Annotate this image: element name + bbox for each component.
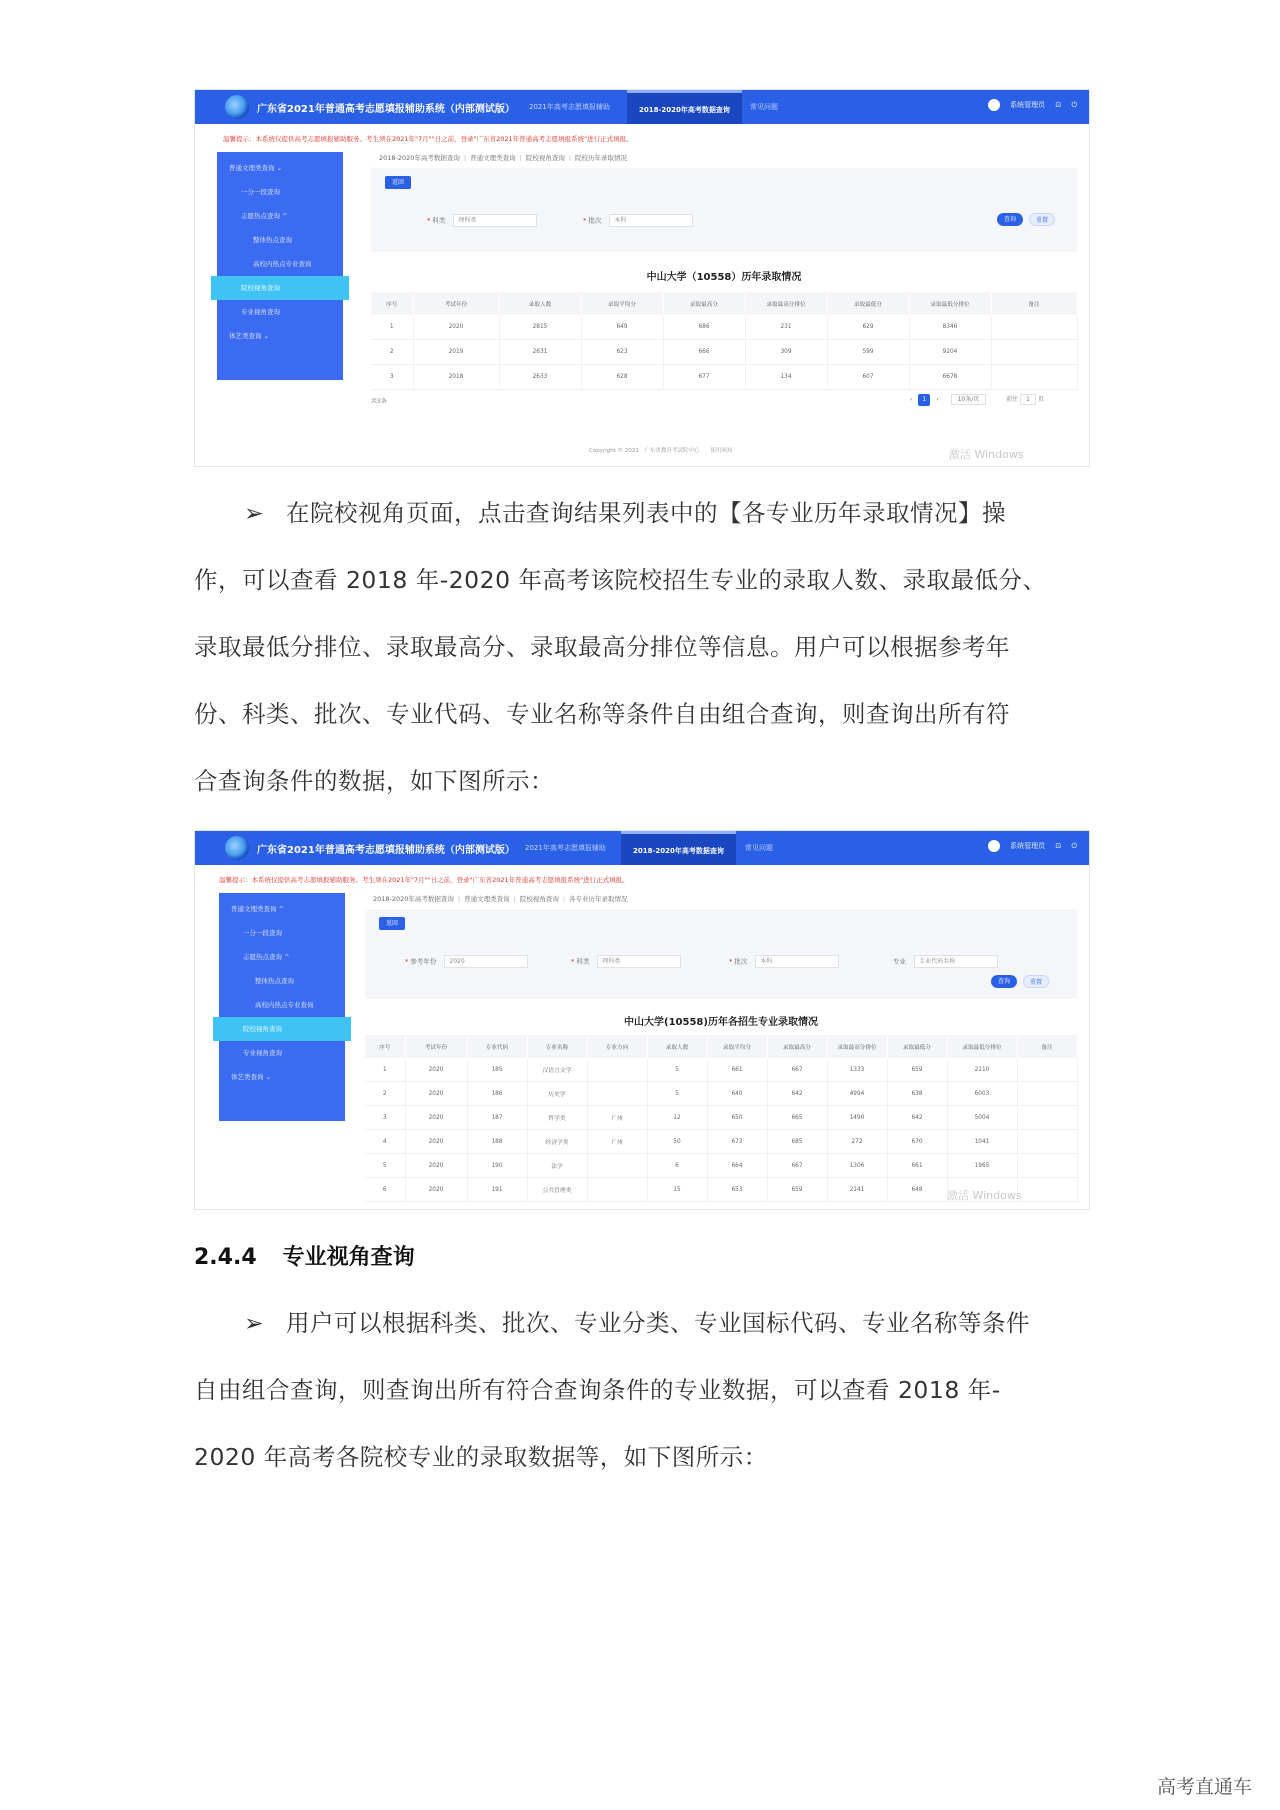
sidebar-item-college-hot-major[interactable]: 高校内热点专业查询 — [255, 1001, 314, 1009]
sidebar — [217, 152, 343, 380]
sidebar-item-hot-query[interactable]: 志愿热点查询 ^ — [243, 953, 290, 961]
pagination — [910, 394, 1044, 406]
reset-button[interactable]: 重置 — [1023, 975, 1049, 988]
table-cell: 2020 — [405, 1130, 467, 1154]
table-cell: 哲学类 — [527, 1106, 587, 1130]
page-number[interactable]: 1 — [918, 394, 930, 406]
nav-tab-apply-assist[interactable]: 2021年高考志愿填报辅助 — [529, 103, 610, 111]
table-row[interactable] — [371, 315, 1077, 340]
major-input[interactable]: 专业代码名称 — [914, 955, 998, 968]
table-cell: 638 — [887, 1082, 947, 1106]
table-cell: 经济学类 — [527, 1130, 587, 1154]
table-cell: 1 — [371, 315, 413, 340]
table-cell — [1017, 1178, 1077, 1202]
table-cell: 8346 — [909, 315, 991, 340]
table-cell — [587, 1154, 647, 1178]
table-cell — [991, 315, 1077, 340]
query-button[interactable]: 查询 — [997, 213, 1023, 226]
table-cell: 186 — [467, 1082, 527, 1106]
breadcrumb: 2018-2020年高考数据查询 | 普通文理类查询 | 院校视角查询 | 各专业历年录取情况 — [373, 895, 628, 903]
arrow-bullet-icon: ➢ — [244, 1309, 265, 1337]
para-line-text: 在院校视角页面，点击查询结果列表中的【各专业历年录取情况】操 — [286, 499, 1006, 527]
logo-icon — [225, 95, 249, 119]
breadcrumb-item[interactable]: 普通文理类查询 — [464, 895, 510, 903]
table-cell: 677 — [663, 365, 745, 390]
field-label: 科类 — [576, 957, 590, 966]
sidebar-item-college-hot-major[interactable]: 高校内热点专业查询 — [253, 260, 312, 268]
table-cell: 272 — [827, 1130, 887, 1154]
nav-tab-data-query[interactable]: 2018-2020年高考数据查询 — [621, 831, 736, 865]
table-cell — [1017, 1058, 1077, 1082]
field-label: 参考年份 — [410, 957, 437, 966]
table-cell: 187 — [467, 1106, 527, 1130]
breadcrumb-item: 各专业历年录取情况 — [569, 895, 628, 903]
table-cell: 2631 — [499, 340, 581, 365]
batch-select[interactable]: 本科 — [755, 955, 839, 968]
table-row[interactable] — [365, 1130, 1077, 1154]
power-icon[interactable]: ⏻ — [1071, 842, 1077, 850]
breadcrumb-item[interactable]: 院校视角查询 — [525, 154, 565, 162]
para-line: 2020 年高考各院校专业的录取数据等，如下图所示： — [194, 1443, 768, 1471]
para-line: 自由组合查询，则查询出所有符合查询条件的专业数据，可以查看 2018 年- — [194, 1376, 1001, 1404]
sidebar-item-major-view[interactable]: 专业视角查询 — [241, 308, 280, 316]
breadcrumb-item[interactable]: 2018-2020年高考数据查询 — [379, 154, 460, 162]
goto-input[interactable]: 1 — [1020, 394, 1036, 405]
user-area — [980, 99, 1077, 111]
table-cell: 661 — [887, 1154, 947, 1178]
para-line: 作，可以查看 2018 年-2020 年高考该院校招生专业的录取人数、录取最低分、 — [194, 566, 1047, 594]
breadcrumb-item[interactable]: 普通文理类查询 — [470, 154, 516, 162]
column-header: 专业名称 — [527, 1035, 587, 1058]
table-row[interactable] — [365, 1082, 1077, 1106]
column-header: 录取最高分排位 — [745, 292, 827, 315]
table-cell: 667 — [767, 1154, 827, 1178]
table-row[interactable] — [371, 365, 1077, 390]
table-cell: 648 — [887, 1178, 947, 1202]
table-row[interactable] — [365, 1154, 1077, 1178]
table-header-row — [371, 292, 1077, 315]
subject-select[interactable]: 理科类 — [453, 214, 537, 227]
column-header: 录取人数 — [499, 292, 581, 315]
body-paragraph-1 — [194, 480, 1094, 815]
table-cell: 2020 — [413, 315, 499, 340]
table-cell: 6 — [365, 1178, 405, 1202]
breadcrumb-item: 院校历年录取情况 — [575, 154, 628, 162]
table-cell: 673 — [707, 1130, 767, 1154]
table-row[interactable] — [371, 340, 1077, 365]
table-cell: 640 — [707, 1082, 767, 1106]
year-select[interactable]: 2020 — [444, 955, 528, 968]
table-cell: 664 — [707, 1154, 767, 1178]
table-cell: 6678 — [909, 365, 991, 390]
sidebar-item-score-segment[interactable]: 一分一段查询 — [243, 929, 282, 937]
query-button[interactable]: 查询 — [991, 975, 1017, 988]
filter-panel — [365, 909, 1077, 999]
corner-watermark-text: 高考直通车 — [1156, 1776, 1252, 1798]
table-cell: 1965 — [947, 1154, 1017, 1178]
column-header: 录取最低分排位 — [909, 292, 991, 315]
table-cell: 2141 — [827, 1178, 887, 1202]
table-cell: 50 — [647, 1130, 707, 1154]
table-cell: 15 — [647, 1178, 707, 1202]
back-button[interactable]: 返回 — [385, 176, 411, 189]
column-header: 录取最低分排位 — [947, 1035, 1017, 1058]
column-header: 录取最低分 — [827, 292, 909, 315]
table-cell: 665 — [767, 1106, 827, 1130]
filter-panel — [371, 168, 1077, 252]
table-cell: 12 — [647, 1106, 707, 1130]
table-cell: 1490 — [827, 1106, 887, 1130]
table-cell — [587, 1082, 647, 1106]
avatar-icon — [988, 840, 1000, 852]
table-cell: 188 — [467, 1130, 527, 1154]
table-cell: 670 — [887, 1130, 947, 1154]
table-cell: 191 — [467, 1178, 527, 1202]
table-cell — [587, 1058, 647, 1082]
nav-tab-apply-assist[interactable]: 2021年高考志愿填报辅助 — [525, 844, 606, 852]
para-line — [194, 480, 1094, 547]
field-label: 批次 — [734, 957, 748, 966]
table-cell: 659 — [887, 1058, 947, 1082]
sidebar-item-overall-hot[interactable]: 整体热点查询 — [253, 236, 292, 244]
sidebar-item-major-view[interactable]: 专业视角查询 — [243, 1049, 282, 1057]
table-cell: 公共管理类 — [527, 1178, 587, 1202]
table-cell — [1017, 1082, 1077, 1106]
table-cell — [991, 340, 1077, 365]
column-header: 录取人数 — [647, 1035, 707, 1058]
para-line: 录取最低分排位、录取最高分、录取最高分排位等信息。用户可以根据参考年 — [194, 633, 1010, 661]
table-cell: 686 — [663, 315, 745, 340]
section-title: 专业视角查询 — [282, 1245, 415, 1270]
breadcrumb-item[interactable]: 院校视角查询 — [519, 895, 559, 903]
logo-icon — [225, 836, 249, 860]
nav-tab-faq[interactable]: 常见问题 — [745, 844, 773, 852]
column-header: 备注 — [1017, 1035, 1077, 1058]
table-cell: 2815 — [499, 315, 581, 340]
lock-icon[interactable]: ⊡ — [1055, 842, 1062, 850]
user-name[interactable]: 系统管理员 — [1010, 842, 1046, 850]
section-heading — [194, 1240, 415, 1271]
table-cell: 6 — [647, 1154, 707, 1178]
column-header: 录取平均分 — [707, 1035, 767, 1058]
table-cell: 1041 — [947, 1130, 1017, 1154]
field-subject: * 科类 理科类 — [427, 214, 537, 227]
table-cell: 2020 — [405, 1178, 467, 1202]
breadcrumb: 2018-2020年高考数据查询 | 普通文理类查询 | 院校视角查询 | 院校历年录取情况 — [379, 154, 628, 162]
table-cell: 653 — [707, 1178, 767, 1202]
prev-page-button[interactable]: ‹ — [910, 396, 913, 403]
table-title: 中山大学（10558）历年录取情况 — [646, 272, 802, 283]
table-cell: 190 — [467, 1154, 527, 1178]
column-header: 考试年份 — [413, 292, 499, 315]
table-cell: 2020 — [405, 1082, 467, 1106]
column-header: 序号 — [371, 292, 413, 315]
subject-select[interactable]: 理科类 — [597, 955, 681, 968]
table-row[interactable] — [365, 1106, 1077, 1130]
column-header: 备注 — [991, 292, 1077, 315]
table-cell: 广州 — [587, 1106, 647, 1130]
table-cell — [1017, 1106, 1077, 1130]
breadcrumb-item[interactable]: 2018-2020年高考数据查询 — [373, 895, 454, 903]
table-cell: 5 — [365, 1154, 405, 1178]
field-major — [893, 955, 998, 968]
table-cell: 667 — [767, 1058, 827, 1082]
field-label: 批次 — [588, 216, 602, 225]
table-cell: 4 — [365, 1130, 405, 1154]
table-cell: 3 — [365, 1106, 405, 1130]
column-header: 录取平均分 — [581, 292, 663, 315]
sidebar-item-general-query[interactable]: 普通文理类查询 ⌄ — [229, 164, 283, 172]
column-header: 录取最低分 — [887, 1035, 947, 1058]
sidebar-item-arts-sports[interactable]: 体艺类查询 ⌄ — [231, 1073, 272, 1081]
column-header: 专业方向 — [587, 1035, 647, 1058]
column-header: 录取最高分 — [663, 292, 745, 315]
table-cell: 2020 — [405, 1106, 467, 1130]
arrow-bullet-icon: ➢ — [244, 499, 265, 527]
notice-text: 温馨提示：本系统仅提供高考志愿填报辅助服务。考生须在2021年"7月""日之前，登录"广东省2021年普通高考志愿填报系统"进行正式填报。 — [219, 876, 629, 884]
field-label: 专业 — [893, 957, 906, 966]
table-cell: 汉语言文学 — [527, 1058, 587, 1082]
table-cell: 5 — [647, 1058, 707, 1082]
copyright: Copyright © 2021 广东省教育考试院中心 使用须知 — [589, 448, 733, 454]
table-cell: 2633 — [499, 365, 581, 390]
section-number: 2.4.4 — [194, 1245, 257, 1270]
table-cell: 9204 — [909, 340, 991, 365]
field-subject: * 科类 理科类 — [571, 955, 681, 968]
table-cell: 1306 — [827, 1154, 887, 1178]
para-line: 份、科类、批次、专业代码、专业名称等条件自由组合查询，则查询出所有符 — [194, 700, 1010, 728]
table-cell: 685 — [767, 1130, 827, 1154]
batch-select[interactable]: 本科 — [609, 214, 693, 227]
table-cell: 659 — [767, 1178, 827, 1202]
table-cell: 607 — [827, 365, 909, 390]
table-cell: 法学 — [527, 1154, 587, 1178]
user-area — [980, 840, 1077, 852]
table-cell: 3 — [371, 365, 413, 390]
table-cell: 650 — [707, 1106, 767, 1130]
field-year: * 参考年份 2020 — [405, 955, 528, 968]
app-title: 广东省2021年普通高考志愿填报辅助系统（内部测试版） — [257, 845, 515, 856]
table-cell: 1 — [365, 1058, 405, 1082]
goto-unit: 页 — [1037, 396, 1044, 403]
table-cell — [991, 365, 1077, 390]
table-cell: 历史学 — [527, 1082, 587, 1106]
column-header: 录取最高分 — [767, 1035, 827, 1058]
watermark: 激活 Windows — [949, 448, 1024, 461]
sidebar-item-general-query[interactable]: 普通文理类查询 ^ — [231, 905, 285, 913]
table-cell: 642 — [767, 1082, 827, 1106]
table-title: 中山大学(10558)历年各招生专业录取情况 — [624, 1017, 818, 1028]
para-line-text: 用户可以根据科类、批次、专业分类、专业国标代码、专业名称等条件 — [286, 1309, 1030, 1337]
column-header: 考试年份 — [405, 1035, 467, 1058]
top-bar — [195, 90, 1089, 124]
page-size-select[interactable]: 10条/页 — [951, 394, 987, 405]
table-cell: 309 — [745, 340, 827, 365]
table-row[interactable] — [365, 1058, 1077, 1082]
sidebar — [219, 893, 345, 1121]
column-header: 序号 — [365, 1035, 405, 1058]
table-cell: 2020 — [405, 1058, 467, 1082]
table-cell: 623 — [581, 340, 663, 365]
table-cell: 666 — [663, 340, 745, 365]
column-header: 录取最高分排位 — [827, 1035, 887, 1058]
sidebar-item-arts-sports[interactable]: 体艺类查询 ⌄ — [229, 332, 270, 340]
field-label: 科类 — [432, 216, 446, 225]
user-name[interactable]: 系统管理员 — [1010, 101, 1046, 109]
table-cell: 广州 — [587, 1130, 647, 1154]
table-cell — [1017, 1154, 1077, 1178]
table-cell: 661 — [707, 1058, 767, 1082]
nav-tab-data-query[interactable]: 2018-2020年高考数据查询 — [627, 90, 742, 124]
para-line — [194, 1290, 1094, 1357]
field-batch: * 批次 本科 — [583, 214, 693, 227]
table-cell: 2 — [371, 340, 413, 365]
table-cell: 5 — [647, 1082, 707, 1106]
table-cell: 1333 — [827, 1058, 887, 1082]
para-line: 合查询条件的数据，如下图所示： — [194, 767, 554, 795]
body-paragraph-2 — [194, 1290, 1094, 1491]
app-title: 广东省2021年普通高考志愿填报辅助系统（内部测试版） — [257, 104, 515, 115]
table-cell: 2110 — [947, 1058, 1017, 1082]
table-cell: 4994 — [827, 1082, 887, 1106]
next-page-button[interactable]: › — [936, 396, 939, 403]
sidebar-item-college-view[interactable]: 院校视角查询 — [213, 1017, 351, 1041]
table-cell: 629 — [827, 315, 909, 340]
sidebar-item-score-segment[interactable]: 一分一段查询 — [241, 188, 280, 196]
total-count: 共3条 — [371, 398, 387, 405]
table-cell — [1017, 1130, 1077, 1154]
avatar-icon — [988, 99, 1000, 111]
table-cell: 2 — [365, 1082, 405, 1106]
screenshot-college-history — [194, 89, 1090, 467]
table-cell: 134 — [745, 365, 827, 390]
table-cell: 2020 — [405, 1154, 467, 1178]
table-cell: 649 — [581, 315, 663, 340]
back-button[interactable]: 返回 — [379, 917, 405, 930]
sidebar-item-hot-query[interactable]: 志愿热点查询 ^ — [241, 212, 288, 220]
column-header: 专业代码 — [467, 1035, 527, 1058]
table-cell: 2019 — [413, 340, 499, 365]
table-cell: 5004 — [947, 1106, 1017, 1130]
table-cell: 2018 — [413, 365, 499, 390]
sidebar-item-college-view[interactable]: 院校视角查询 — [211, 276, 349, 300]
table-cell — [587, 1178, 647, 1202]
table-header-row — [365, 1035, 1077, 1058]
nav-tab-faq[interactable]: 常见问题 — [750, 103, 778, 111]
notice-text: 温馨提示：本系统仅提供高考志愿填报辅助服务。考生须在2021年"7月""日之前，登录"广东省2021年普通高考志愿填报系统"进行正式填报。 — [223, 135, 633, 143]
major-admission-table — [365, 1035, 1078, 1202]
table-cell: 185 — [467, 1058, 527, 1082]
lock-icon[interactable]: ⊡ — [1055, 101, 1062, 109]
reset-button[interactable]: 重置 — [1029, 213, 1055, 226]
field-batch: * 批次 本科 — [729, 955, 839, 968]
table-cell: 231 — [745, 315, 827, 340]
screenshot-major-history — [194, 830, 1090, 1210]
power-icon[interactable]: ⏻ — [1071, 101, 1077, 109]
watermark: 激活 Windows — [947, 1189, 1022, 1202]
table-cell: 628 — [581, 365, 663, 390]
goto-label: 前往 — [1006, 396, 1019, 403]
admission-table — [371, 292, 1078, 390]
table-cell: 642 — [887, 1106, 947, 1130]
sidebar-item-overall-hot[interactable]: 整体热点查询 — [255, 977, 294, 985]
table-cell: 6003 — [947, 1082, 1017, 1106]
top-bar — [195, 831, 1089, 865]
table-cell: 599 — [827, 340, 909, 365]
